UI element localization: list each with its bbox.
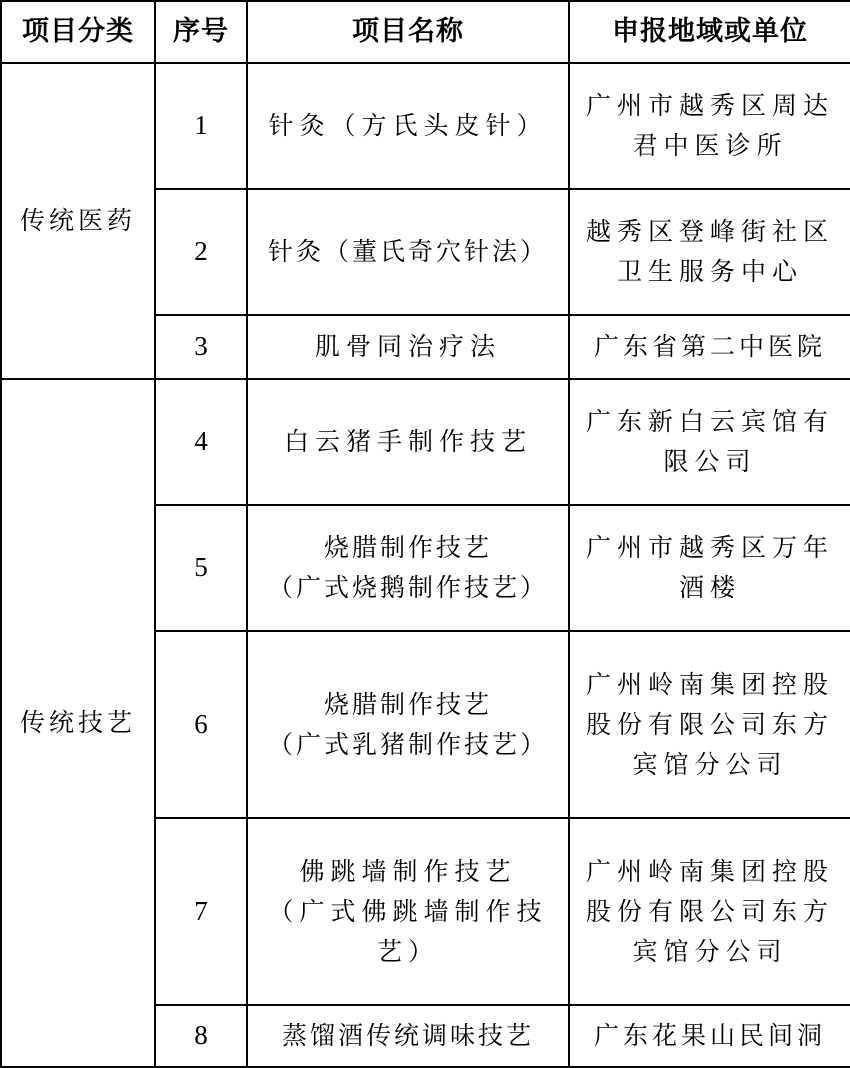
name-cell: 白云猪手制作技艺	[247, 379, 569, 505]
seq-cell: 5	[155, 505, 247, 631]
category-cell-medicine	[1, 63, 155, 379]
seq-cell: 3	[155, 315, 247, 379]
header-name: 项目名称	[247, 1, 569, 63]
table-header-row	[1, 1, 850, 63]
seq-cell: 8	[155, 1005, 247, 1067]
seq-cell: 7	[155, 818, 247, 1005]
category-label: 传统技艺	[19, 708, 136, 737]
name-cell: 针灸（方氏头皮针）	[247, 63, 569, 189]
unit-cell: 广州市越秀区周达 君中医诊所	[569, 63, 850, 189]
unit-cell: 广东花果山民间洞	[569, 1005, 850, 1067]
header-seq: 序号	[155, 1, 247, 63]
unit-cell: 广东新白云宾馆有 限公司	[569, 379, 850, 505]
name-cell: 佛跳墙制作技艺 （广式佛跳墙制作技 艺）	[247, 818, 569, 1005]
seq-cell: 1	[155, 63, 247, 189]
name-cell: 针灸（董氏奇穴针法）	[247, 189, 569, 315]
seq-cell: 4	[155, 379, 247, 505]
table-row	[1, 63, 850, 189]
category-cell-craft	[1, 379, 155, 1067]
table-row	[1, 379, 850, 505]
unit-cell: 广州岭南集团控股 股份有限公司东方 宾馆分公司	[569, 818, 850, 1005]
seq-cell: 2	[155, 189, 247, 315]
name-cell: 烧腊制作技艺 （广式烧鹅制作技艺）	[247, 505, 569, 631]
header-unit: 申报地域或单位	[569, 1, 850, 63]
seq-cell: 6	[155, 631, 247, 818]
name-cell: 肌骨同治疗法	[247, 315, 569, 379]
unit-cell: 越秀区登峰街社区 卫生服务中心	[569, 189, 850, 315]
name-cell: 蒸馏酒传统调味技艺	[247, 1005, 569, 1067]
header-category: 项目分类	[1, 1, 155, 63]
name-cell: 烧腊制作技艺 （广式乳猪制作技艺）	[247, 631, 569, 818]
unit-cell: 广东省第二中医院	[569, 315, 850, 379]
category-label: 传统医药	[19, 206, 136, 235]
unit-cell: 广州岭南集团控股 股份有限公司东方 宾馆分公司	[569, 631, 850, 818]
unit-cell: 广州市越秀区万年 酒楼	[569, 505, 850, 631]
